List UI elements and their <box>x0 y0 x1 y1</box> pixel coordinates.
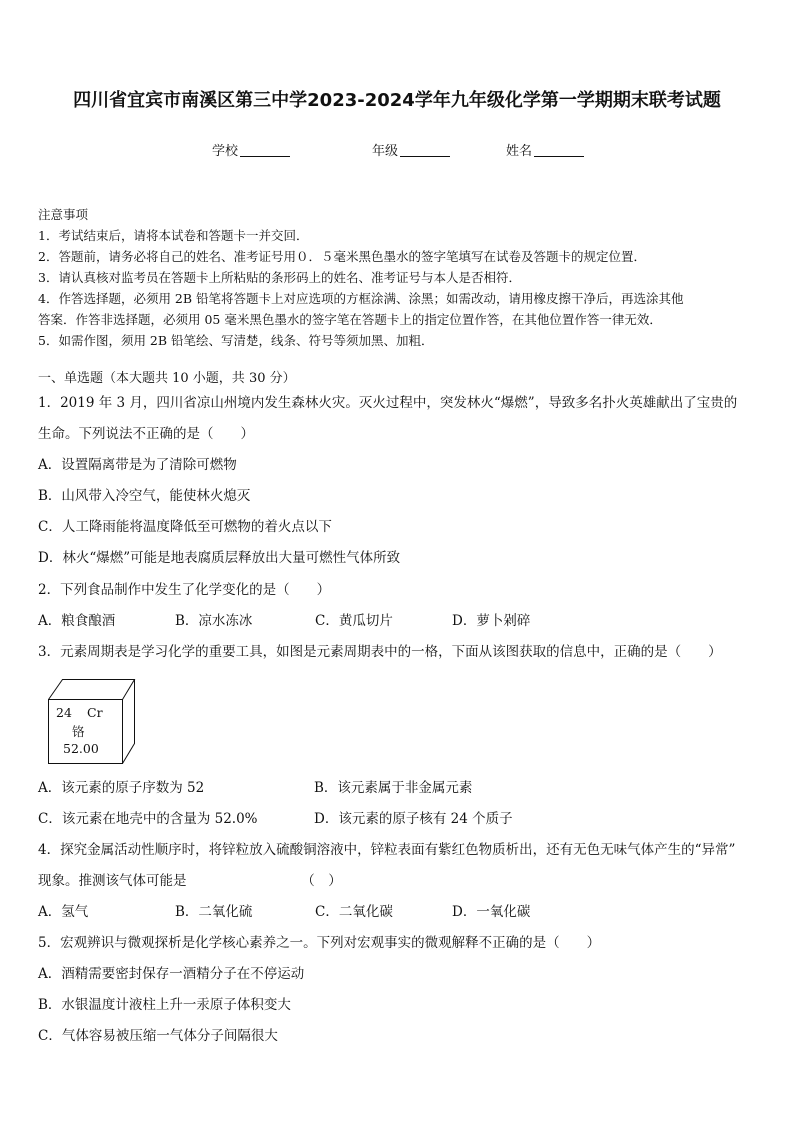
question-5 <box>38 928 760 1052</box>
school-field[interactable] <box>212 140 290 159</box>
notes-heading: 注意事项 <box>38 207 89 222</box>
note-item: 2．答题前，请务必将自己的姓名、准考证号用０．５毫米黑色墨水的签字笔填写在试卷及答题卡的规定位置． <box>38 249 646 264</box>
q1-option-b[interactable]: B．山风带入冷空气，能使林火熄灭 <box>38 488 251 504</box>
q2-option-b[interactable]: B．凉水冻冰 <box>175 613 253 629</box>
q3-stem: 3．元素周期表是学习化学的重要工具，如图是元素周期表中的一格，下面从该图获取的信息中，正确的是（ ） <box>38 644 722 660</box>
q5-option-b[interactable]: B．水银温度计液柱上升一汞原子体积变大 <box>38 997 291 1013</box>
q1-stem-line2: 生命。下列说法不正确的是（ ） <box>38 426 254 442</box>
q3-options-row1 <box>38 773 760 804</box>
name-label: 姓名 <box>506 144 533 159</box>
q1-option-c[interactable]: C．人工降雨能将温度降低至可燃物的着火点以下 <box>38 519 332 535</box>
name-field[interactable] <box>506 140 584 159</box>
name-blank[interactable] <box>534 143 584 157</box>
q5-stem: 5．宏观辨识与微观探析是化学核心素养之一。下列对宏观事实的微观解释不正确的是（ ） <box>38 935 601 951</box>
element-atomic-number: 24 <box>56 705 72 720</box>
q1-stem-line1: 1．2019 年 3 月，四川省凉山州境内发生森林火灾。灭火过程中，突发林火“爆燃”，导致多名扑火英雄献出了宝贵的 <box>38 395 738 411</box>
q2-option-d[interactable]: D．萝卜剁碎 <box>452 613 531 629</box>
question-3-options <box>38 773 760 835</box>
section-heading: 一、单选题（本大题共 10 小题，共 30 分） <box>38 371 296 386</box>
q5-option-a[interactable]: A．酒精需要密封保存一酒精分子在不停运动 <box>38 966 305 982</box>
element-name: 铬 <box>72 724 85 739</box>
q2-stem: 2．下列食品制作中发生了化学变化的是（ ） <box>38 582 331 598</box>
note-item: 5．如需作图，须用 2B 铅笔绘、写清楚，线条、符号等须加黑、加粗． <box>38 333 434 348</box>
grade-blank[interactable] <box>400 143 450 157</box>
q4-stem-line1: 4．探究金属活动性顺序时，将锌粒放入硫酸铜溶液中，锌粒表面有紫红色物质析出，还有无色无味气体产生的“异常” <box>38 842 736 858</box>
note-item: 4．作答选择题，必须用 2B 铅笔将答题卡上对应选项的方框涂满、涂黑；如需改动，请用橡皮擦干净后，再选涂其他 <box>38 291 684 306</box>
q4-option-d[interactable]: D．一氧化碳 <box>452 904 531 920</box>
note-item: 答案．作答非选择题，必须用 05 毫米黑色墨水的签字笔在答题卡上的指定位置作答，在其他位置作答一律无效． <box>38 312 662 327</box>
question-1 <box>38 388 760 574</box>
q4-option-a[interactable]: A．氢气 <box>38 904 89 920</box>
element-atomic-mass: 52.00 <box>63 741 99 756</box>
q4-stem-line2: 现象。推测该气体可能是 （ ） <box>38 873 342 889</box>
q4-options <box>38 897 760 928</box>
q1-option-a[interactable]: A．设置隔离带是为了清除可燃物 <box>38 457 237 473</box>
q5-option-c[interactable]: C．气体容易被压缩一气体分子间隔很大 <box>38 1028 278 1044</box>
q2-option-c[interactable]: C．黄瓜切片 <box>315 613 393 629</box>
q3-option-a[interactable]: A．该元素的原子序数为 52 <box>38 780 205 796</box>
q4-option-c[interactable]: C．二氧化碳 <box>315 904 393 920</box>
exam-title: 四川省宜宾市南溪区第三中学2023-2024学年九年级化学第一学期期末联考试题 <box>73 90 721 111</box>
q2-option-a[interactable]: A．粮食酿酒 <box>38 613 116 629</box>
question-4 <box>38 835 760 928</box>
question-3 <box>38 637 760 668</box>
grade-label: 年级 <box>372 144 399 159</box>
q4-option-b[interactable]: B．二氧化硫 <box>175 904 253 920</box>
element-cell-figure <box>40 677 136 765</box>
note-item: 3．请认真核对监考员在答题卡上所粘贴的条形码上的姓名、准考证号与本人是否相符． <box>38 270 521 285</box>
q3-option-c[interactable]: C．该元素在地壳中的含量为 52.0% <box>38 811 258 827</box>
q3-option-d[interactable]: D．该元素的原子核有 24 个质子 <box>314 811 513 827</box>
q3-options-row2 <box>38 804 760 835</box>
q2-options <box>38 606 760 637</box>
element-symbol: Cr <box>87 705 103 720</box>
school-label: 学校 <box>212 144 239 159</box>
school-blank[interactable] <box>240 143 290 157</box>
question-2 <box>38 575 760 637</box>
notes-block <box>38 204 758 351</box>
q1-option-d[interactable]: D．林火“爆燃”可能是地表腐质层释放出大量可燃性气体所致 <box>38 550 401 566</box>
note-item: 1．考试结束后，请将本试卷和答题卡一并交回． <box>38 228 309 243</box>
q3-option-b[interactable]: B．该元素属于非金属元素 <box>314 780 473 796</box>
grade-field[interactable] <box>372 140 450 159</box>
